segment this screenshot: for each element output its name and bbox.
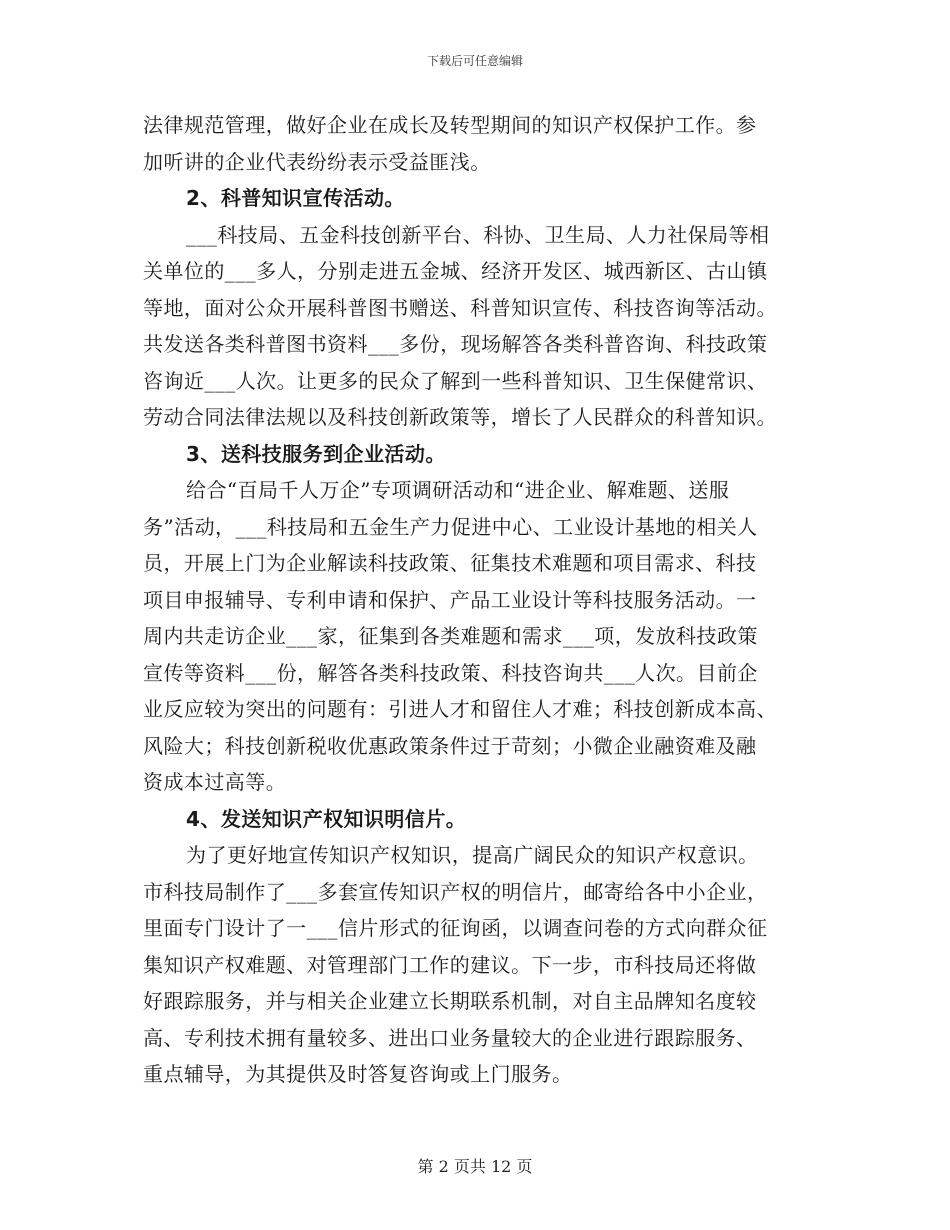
section-heading: 4、发送知识产权知识明信片。 — [186, 806, 467, 831]
paragraph-line: 咨询近___人次。让更多的民众了解到一些科普知识、卫生保健常识、 — [143, 368, 768, 393]
paragraph-line: 宣传等资料___份，解答各类科技政策、科技咨询共___人次。目前企 — [143, 660, 758, 685]
document-body — [143, 112, 809, 1098]
paragraph-line: 业反应较为突出的问题有：引进人才和留住人才难；科技创新成本高、 — [143, 697, 777, 721]
paragraph-line: 法律规范管理，做好企业在成长及转型期间的知识产权保护工作。参 — [143, 113, 757, 137]
page-number: 第 2 页共 12 页 — [417, 1157, 533, 1176]
paragraph-line: 市科技局制作了___多套宣传知识产权的明信片，邮寄给各中小企业， — [143, 879, 768, 904]
paragraph-line: 劳动合同法律法规以及科技创新政策等，增长了人民群众的科普知识。 — [143, 405, 777, 429]
paragraph-line: 好跟踪服务，并与相关企业建立长期联系机制，对自主品牌知名度较 — [143, 989, 757, 1013]
paragraph-line: 项目申报辅导、专利申请和保护、产品工业设计等科技服务活动。一 — [143, 587, 757, 612]
paragraph-line: 高、专利技术拥有量较多、进出口业务量较大的企业进行跟踪服务、 — [143, 1025, 757, 1050]
paragraph-line: 里面专门设计了一___信片形式的征询函，以调查问卷的方式向群众征 — [143, 916, 768, 940]
paragraph-line: 风险大；科技创新税收优惠政策条件过于苛刻；小微企业融资难及融 — [143, 733, 757, 758]
paragraph-line: 资成本过高等。 — [143, 770, 287, 794]
paragraph-line: 务”活动，___科技局和五金生产力促进中心、工业设计基地的相关人 — [143, 514, 758, 539]
section-heading: 2、科普知识宣传活动。 — [186, 186, 405, 210]
paragraph-line: 加听讲的企业代表纷纷表示受益匪浅。 — [143, 149, 491, 174]
paragraph-line: 等地，面对公众开展科普图书赠送、科普知识宣传、科技咨询等活动。 — [143, 295, 777, 320]
paragraph-line: 集知识产权难题、对管理部门工作的建议。下一步，市科技局还将做 — [143, 952, 757, 977]
paragraph-line: 周内共走访企业___家，征集到各类难题和需求___项，发放科技政策 — [143, 624, 758, 648]
paragraph-line: 关单位的___多人，分别走进五金城、经济开发区、城西新区、古山镇 — [143, 259, 768, 283]
section-heading: 3、送科技服务到企业活动。 — [186, 441, 446, 466]
paragraph-line: 给合“百局千人万企”专项调研活动和“进企业、解难题、送服 — [186, 478, 730, 502]
paragraph-line: 重点辅导，为其提供及时答复咨询或上门服务。 — [143, 1062, 573, 1086]
paragraph-line: 员，开展上门为企业解读科技政策、征集技术难题和项目需求、科技 — [143, 551, 757, 575]
paragraph-line: 共发送各类科普图书资料___多份，现场解答各类科普咨询、科技政策 — [143, 332, 768, 356]
paragraph-line: 为了更好地宣传知识产权知识，提高广阔民众的知识产权意识。 — [186, 843, 759, 867]
paragraph-line: ___科技局、五金科技创新平台、科协、卫生局、人力社保局等相 — [186, 222, 770, 247]
page-header: 下载后可任意编辑 — [426, 54, 523, 68]
